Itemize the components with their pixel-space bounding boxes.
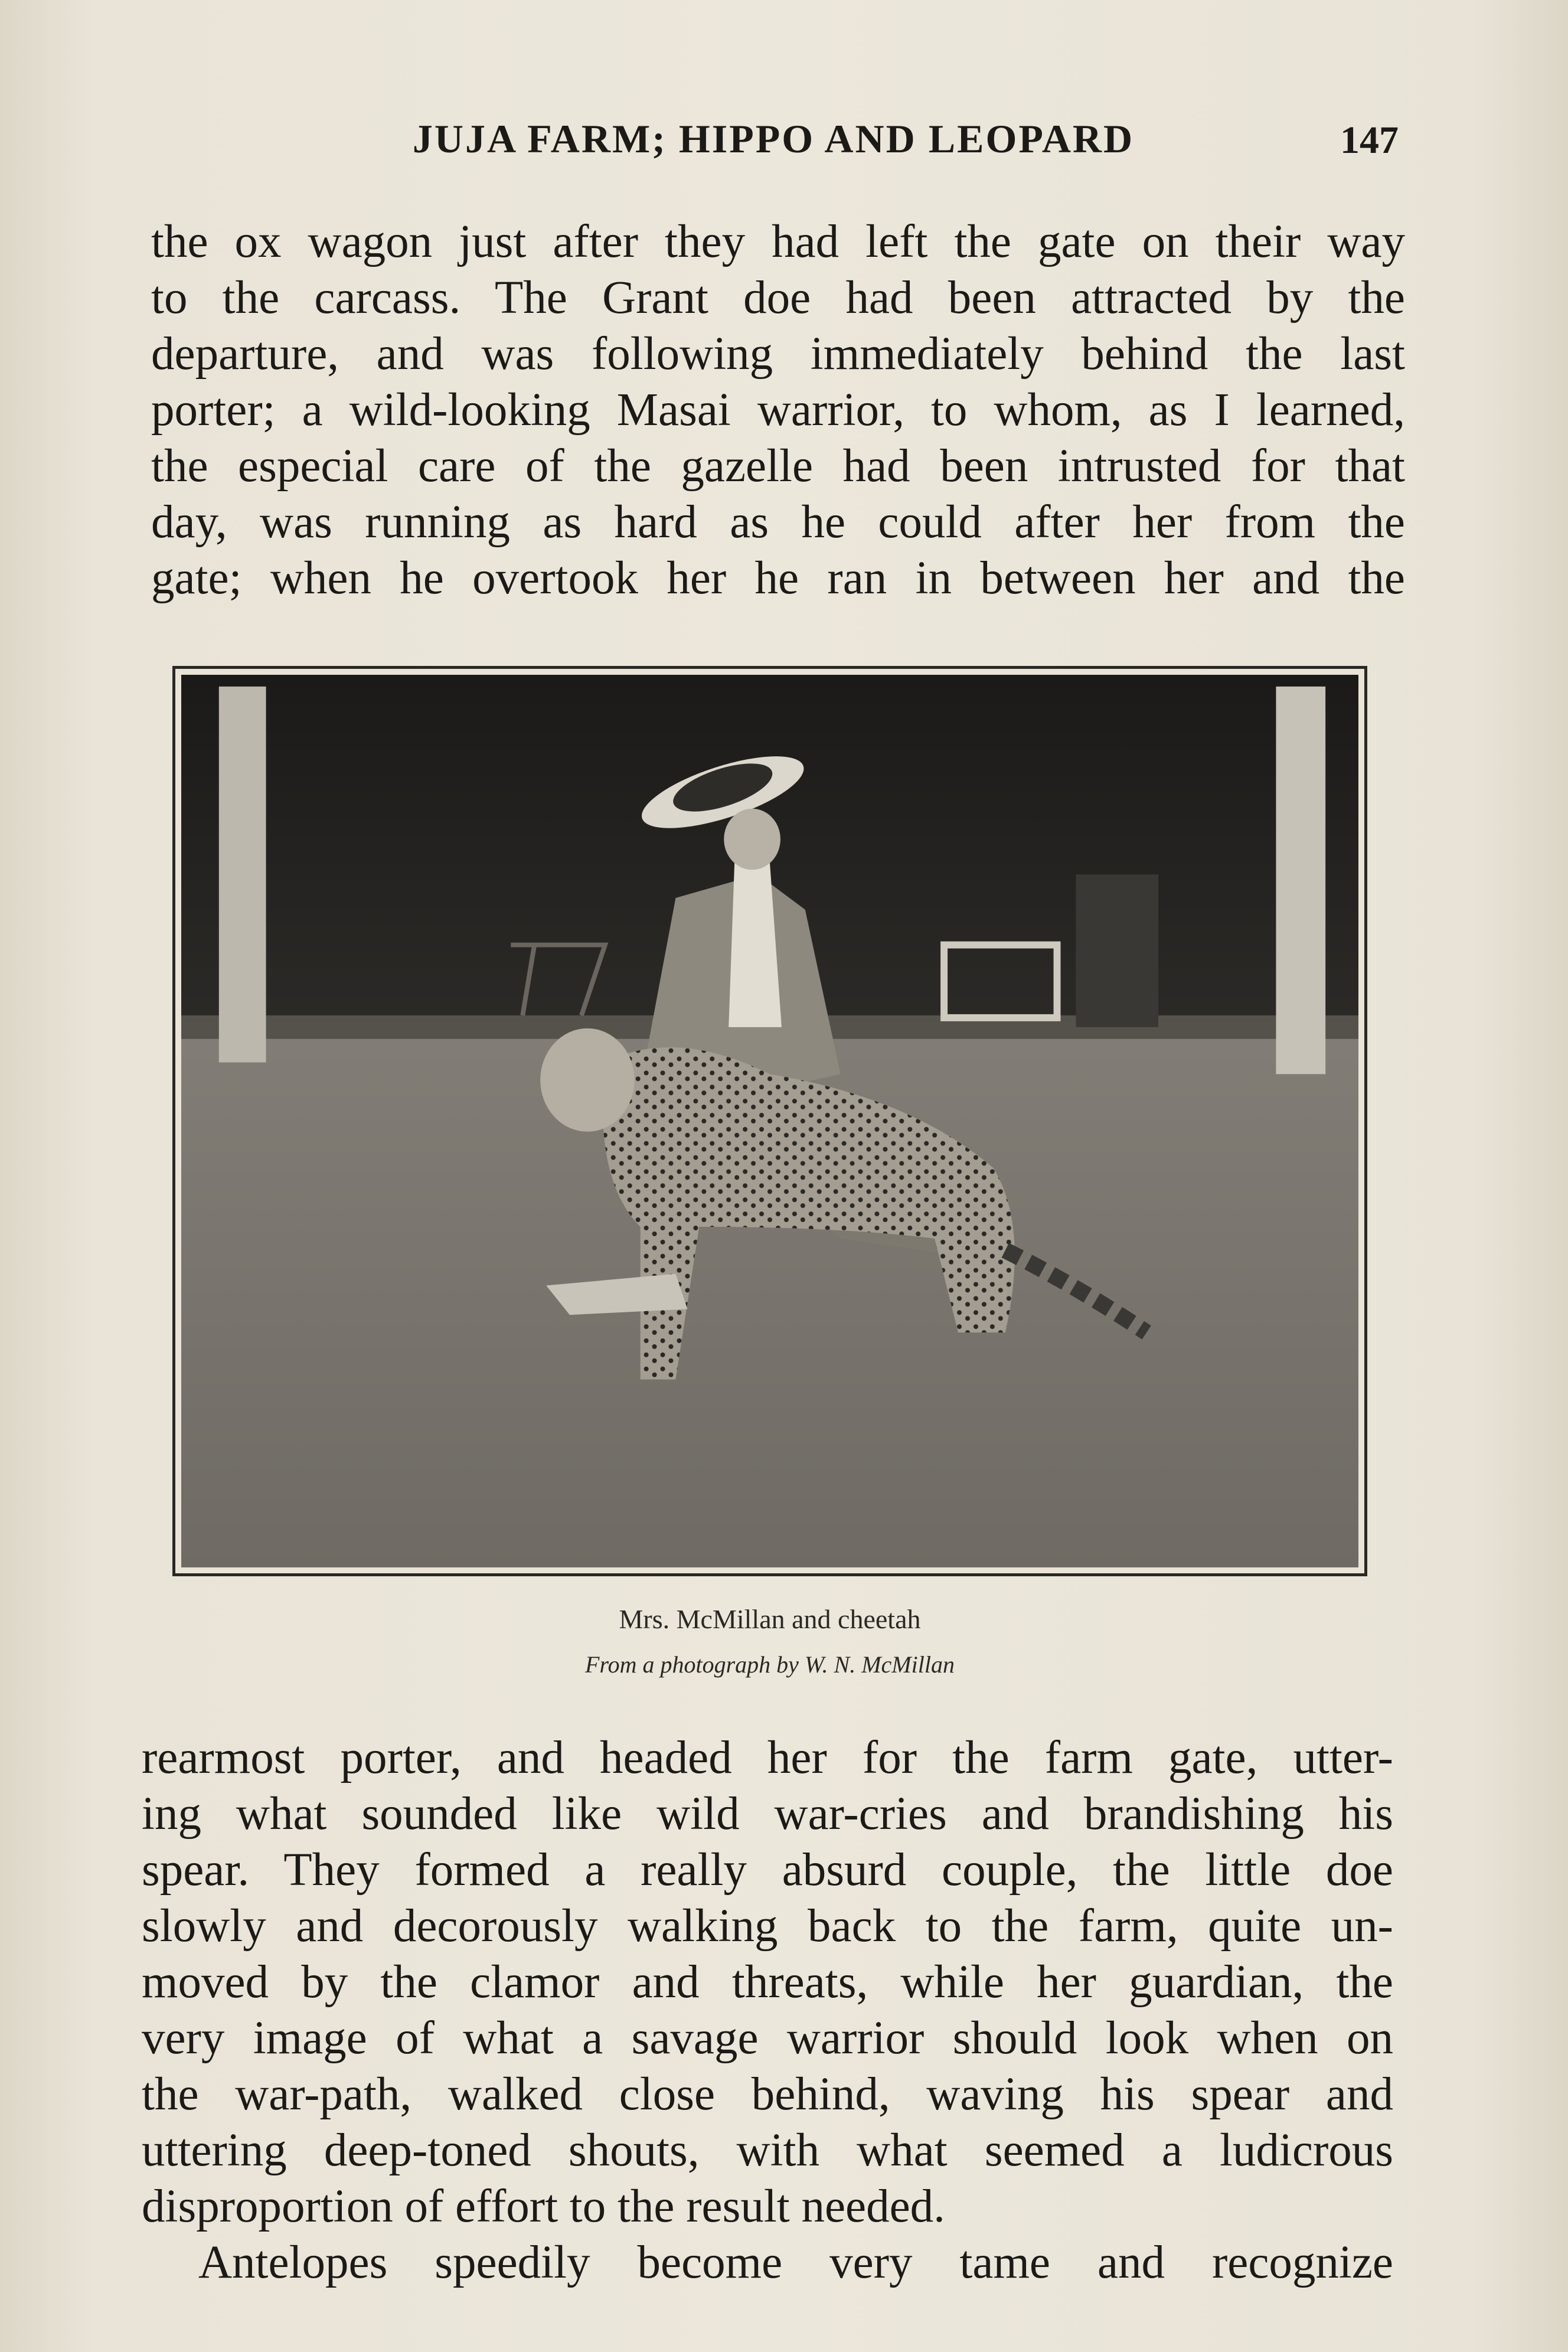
text-line: day, was running as hard as he could after her from the bbox=[151, 496, 1405, 548]
text-line: Antelopes speedily become very tame and recognize bbox=[198, 2237, 1393, 2288]
text-line: departure, and was following immediately behind the last bbox=[151, 328, 1405, 380]
text-line: rearmost porter, and headed her for the farm gate, utter- bbox=[142, 1732, 1393, 1783]
text-line: ing what sounded like wild war-cries and brandishing his bbox=[142, 1788, 1393, 1840]
figure-credit: From a photograph by W. N. McMillan bbox=[585, 1651, 955, 1678]
text-line: spear. They formed a really absurd couple, the little doe bbox=[142, 1844, 1393, 1896]
text-line: the ox wagon just after they had left the gate on their way bbox=[151, 216, 1405, 267]
text-line: the especial care of the gazelle had been intrusted for that bbox=[151, 440, 1405, 492]
text-line: very image of what a savage warrior should look when on bbox=[142, 2013, 1393, 2064]
running-head: JUJA FARM; HIPPO AND LEOPARD bbox=[412, 116, 1135, 161]
photograph bbox=[172, 666, 1367, 1576]
text-line: moved by the clamor and threats, while her guardian, the bbox=[142, 1956, 1393, 2008]
paragraph-final bbox=[142, 2235, 1393, 2291]
text-line: the war-path, walked close behind, waving his spear and bbox=[142, 2069, 1393, 2120]
photograph-image bbox=[181, 675, 1358, 1567]
text-line: to the carcass. The Grant doe had been attracted by the bbox=[151, 272, 1405, 324]
text-line: disproportion of effort to the result needed. bbox=[142, 2181, 945, 2232]
text-line: porter; a wild-looking Masai warrior, to whom, as I learned, bbox=[151, 384, 1405, 436]
paragraph-bottom bbox=[142, 1730, 1393, 2235]
paragraph-top bbox=[151, 214, 1405, 606]
text-line: uttering deep-toned shouts, with what seemed a ludicrous bbox=[142, 2125, 1393, 2176]
text-line: slowly and decorously walking back to the farm, quite un- bbox=[142, 1900, 1393, 1952]
text-line: gate; when he overtook her he ran in between her and the bbox=[151, 553, 1405, 604]
figure-caption: Mrs. McMillan and cheetah bbox=[619, 1604, 921, 1634]
page-number: 147 bbox=[1340, 119, 1399, 162]
